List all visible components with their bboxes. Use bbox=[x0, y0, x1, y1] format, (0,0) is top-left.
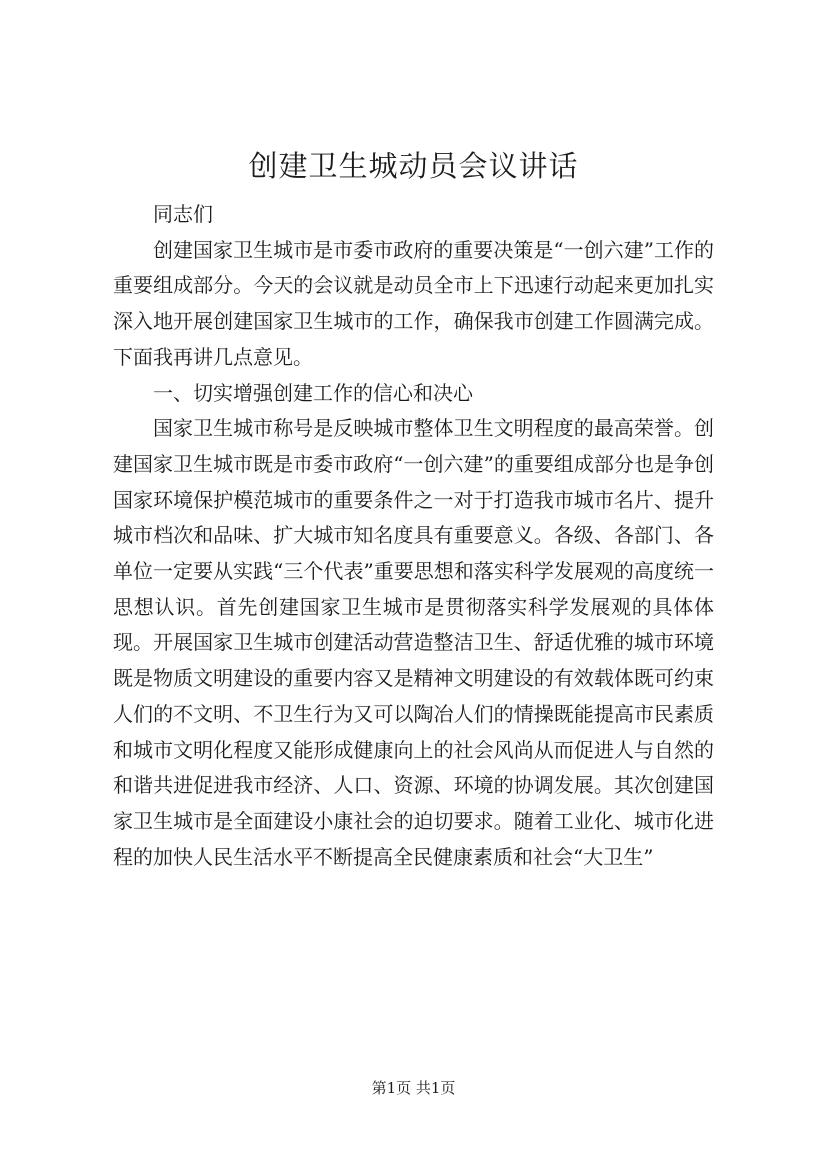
section-heading: 一、切实增强创建工作的信心和决心 bbox=[153, 380, 473, 405]
document-title: 创建卫生城动员会议讲话 bbox=[248, 149, 579, 183]
paragraph-body: 国家卫生城市称号是反映城市整体卫生文明程度的最高荣誉。创建国家卫生城市既是市委市政府“一创六建”的重要组成部分也是争创国家环境保护模范城市的重要条件之一对于打造我市城市名片、提升城市档次和品味、扩大城市知名度具有重要意义。各级、各部门、各单位一定要从实践“三个代表”重要思想和落实科学发展观的高度统一思想认识。首先创建国家卫生城市是贯彻落实科学发展观的具体体现。开展国家卫生城市创建活动营造整洁卫生、舒适优雅的城市环境既是物质文明建设的重要内容又是精神文明建设的有效载体既可约束人们的不文明、不卫生行为又可以陶冶人们的情操既能提高市民素质和城市文明化程度又能形成健康向上的社会风尚从而促进人与自然的和谐共进促进我市经济、人口、资源、环境的协调发展。其次创建国家卫生城市是全面建设小康社会的迫切要求。随着工业化、城市化进程的加快人民生活水平不断提高全民健康素质和社会“大卫生” bbox=[113, 416, 714, 869]
page-footer: 第1页 共1页 bbox=[371, 1079, 456, 1097]
salutation: 同志们 bbox=[153, 202, 213, 226]
document-body bbox=[113, 197, 714, 875]
paragraph-intro: 创建国家卫生城市是市委市政府的重要决策是“一创六建”工作的重要组成部分。今天的会议就是动员全市上下迅速行动起来更加扎实深入地开展创建国家卫生城市的工作，确保我市创建工作圆满完成。下面我再讲几点意见。 bbox=[113, 237, 714, 369]
